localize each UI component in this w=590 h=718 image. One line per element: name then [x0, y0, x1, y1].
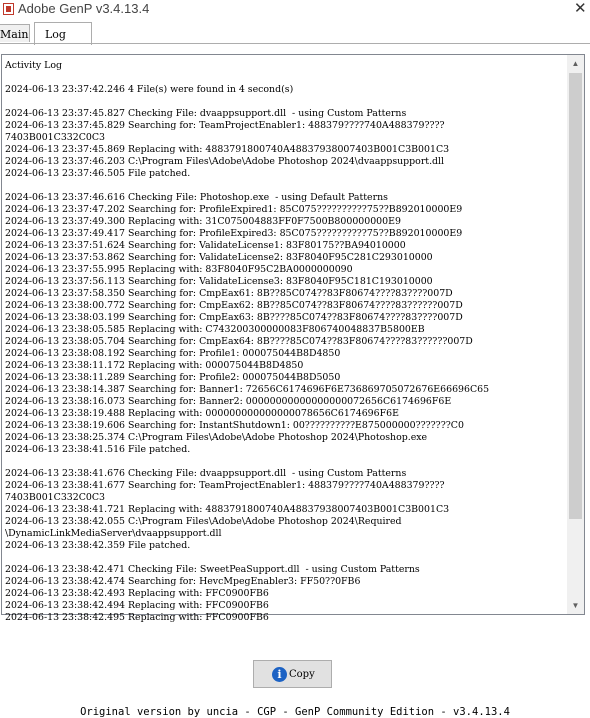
log-line: 2024-06-13 23:38:41.676 Checking File: dvaappsupport.dll - using Custom Patterns [5, 468, 407, 479]
log-line [5, 456, 565, 468]
copy-button-label: Copy [289, 669, 315, 680]
log-line [5, 552, 565, 564]
log-line: 2024-06-13 23:37:56.113 Searching for: ValidateLicense3: 83F8040F95C181C193010000 [5, 276, 433, 287]
log-line: 2024-06-13 23:37:45.869 Replacing with: 4883791800740A48837938007403B001C3B001C3 [5, 144, 450, 155]
log-line: 2024-06-13 23:37:53.862 Searching for: ValidateLicense2: 83F8040F95C281C293010000 [5, 252, 433, 263]
activity-log-box[interactable] [1, 54, 585, 623]
log-line: 2024-06-13 23:37:46.203 C:\Program Files\Adobe\Adobe Photoshop 2024\dvaappsupport.dll [5, 156, 445, 167]
scroll-thumb[interactable] [569, 73, 582, 519]
log-line [5, 96, 565, 108]
log-line: 2024-06-13 23:37:46.616 Checking File: Photoshop.exe - using Default Patterns [5, 192, 388, 203]
tab-strip [0, 22, 590, 44]
log-line: 2024-06-13 23:38:25.374 C:\Program Files\Adobe\Adobe Photoshop 2024\Photoshop.exe [5, 432, 428, 443]
log-line: 2024-06-13 23:38:08.192 Searching for: Profile1: 000075044B8D4850 [5, 348, 341, 359]
copy-button[interactable] [253, 660, 332, 688]
log-line: 2024-06-13 23:37:58.350 Searching for: CmpEax61: 8B??85C074??83F80674????83????007D [5, 288, 453, 299]
info-icon: i [272, 667, 287, 682]
vertical-scrollbar[interactable] [567, 55, 584, 614]
log-line: Activity Log [5, 60, 62, 71]
log-line: 2024-06-13 23:38:41.516 File patched. [5, 444, 191, 455]
log-line [5, 180, 565, 192]
tab-main[interactable]: Main [0, 24, 30, 42]
log-line: \DynamicLinkMediaServer\dvaappsupport.dll [5, 528, 222, 539]
log-line: 2024-06-13 23:37:49.417 Searching for: ProfileExpired3: 85C075??????????75??B892010000E9 [5, 228, 463, 239]
log-line: 2024-06-13 23:37:49.300 Replacing with: 31C075004883FF0F7500B800000000E9 [5, 216, 401, 227]
scroll-up-icon[interactable]: ▲ [571, 59, 580, 68]
log-line: 2024-06-13 23:37:45.827 Checking File: dvaappsupport.dll - using Custom Patterns [5, 108, 407, 119]
log-line: 2024-06-13 23:37:45.829 Searching for: TeamProjectEnabler1: 488379????740A488379???? [5, 120, 445, 131]
log-line: 2024-06-13 23:38:42.471 Checking File: SweetPeaSupport.dll - using Custom Patterns [5, 564, 420, 575]
log-line: 2024-06-13 23:37:42.246 4 File(s) were found in 4 second(s) [5, 84, 294, 95]
scroll-down-icon[interactable]: ▼ [571, 601, 580, 610]
genp-app-icon [3, 3, 14, 15]
tab-divider [0, 43, 590, 44]
log-line: 2024-06-13 23:38:03.199 Searching for: CmpEax63: 8B????85C074??83F80674????83????007D [5, 312, 463, 323]
log-line: 2024-06-13 23:38:05.585 Replacing with: C743200300000083F806740048837B5800EB [5, 324, 425, 335]
log-line: 2024-06-13 23:38:42.359 File patched. [5, 540, 191, 551]
log-line: 2024-06-13 23:37:47.202 Searching for: ProfileExpired1: 85C075??????????75??B892010000E9 [5, 204, 463, 215]
log-line: 2024-06-13 23:38:42.495 Replacing with: FFC0900FB6 [5, 612, 269, 623]
log-line: 2024-06-13 23:37:46.505 File patched. [5, 168, 191, 179]
log-line: 2024-06-13 23:37:55.995 Replacing with: 83F8040F95C2BA0000000090 [5, 264, 353, 275]
log-line: 2024-06-13 23:38:19.606 Searching for: InstantShutdown1: 00??????????E875000000???????C0 [5, 420, 464, 431]
activity-log-text [5, 60, 565, 624]
log-line: 7403B001C332C0C3 [5, 132, 105, 143]
log-line: 2024-06-13 23:38:00.772 Searching for: CmpEax62: 8B??85C074??83F80674????83??????007D [5, 300, 463, 311]
close-icon[interactable]: ✕ [574, 0, 587, 17]
log-line [5, 72, 565, 84]
log-line: 2024-06-13 23:38:19.488 Replacing with: 000000000000000078656C6174696F6E [5, 408, 399, 419]
log-line: 2024-06-13 23:38:42.493 Replacing with: FFC0900FB6 [5, 588, 269, 599]
log-line: 2024-06-13 23:38:16.073 Searching for: Banner2: 00000000000000000072656C6174696F6E [5, 396, 452, 407]
log-line: 2024-06-13 23:38:14.387 Searching for: Banner1: 72656C6174696F6E736869705072676E66696C65 [5, 384, 490, 395]
log-line: 2024-06-13 23:37:51.624 Searching for: ValidateLicense1: 83F80175??BA94010000 [5, 240, 406, 251]
log-line: 2024-06-13 23:38:41.721 Replacing with: 4883791800740A48837938007403B001C3B001C3 [5, 504, 450, 515]
window-title: Adobe GenP v3.4.13.4 [18, 1, 150, 16]
log-line: 2024-06-13 23:38:41.677 Searching for: TeamProjectEnabler1: 488379????740A488379???? [5, 480, 445, 491]
log-line: 2024-06-13 23:38:42.494 Replacing with: FFC0900FB6 [5, 600, 269, 611]
log-line: 2024-06-13 23:38:42.474 Searching for: HevcMpegEnabler3: FF50??0FB6 [5, 576, 361, 587]
log-line: 2024-06-13 23:38:42.055 C:\Program Files\Adobe\Adobe Photoshop 2024\Required [5, 516, 402, 527]
log-line: 2024-06-13 23:38:11.289 Searching for: Profile2: 000075044B8D5050 [5, 372, 341, 383]
log-line: 2024-06-13 23:38:05.704 Searching for: CmpEax64: 8B????85C074??83F80674????83??????007D [5, 336, 473, 347]
version-footer: Original version by uncia - CGP - GenP Community Edition - v3.4.13.4 [80, 706, 510, 718]
log-line: 7403B001C332C0C3 [5, 492, 105, 503]
title-bar [0, 0, 590, 22]
tab-log[interactable]: Log [34, 22, 92, 45]
log-line: 2024-06-13 23:38:11.172 Replacing with: 000075044B8D4850 [5, 360, 304, 371]
